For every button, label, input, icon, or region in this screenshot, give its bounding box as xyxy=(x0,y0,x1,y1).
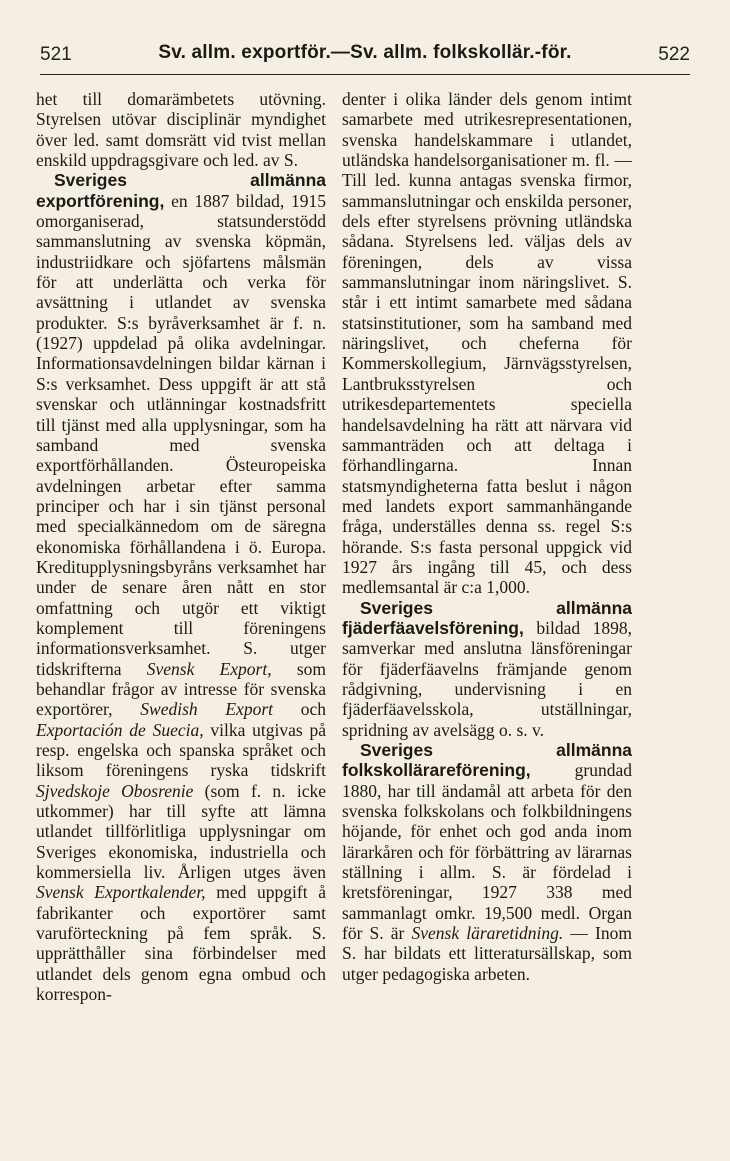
page-number-left: 521 xyxy=(40,44,72,65)
entry-text: med uppgift å fabrikanter och exportörer samt varuförteckning på fem språk. S. upprätthåller sina förbindelser med utlandet dels genom egna ombud och korrespon- xyxy=(36,882,326,1005)
left-column xyxy=(36,89,326,1004)
entry-text: en 1887 bildad, 1915 omorganiserad, statsunderstödd sammanslutning av svenska köpmän, industriidkare och sjöfartens målsmän för att underlätta och verka för avsättning i utlandet av svenska produkter. S:s byråverksamhet är f. n. (1927) uppdelad på olika avdelningar. Informationsavdelningen bildar kärnan i S:s verksamhet. Dess uppgift är att stå svenskar och utlänningar kostnadsfritt till tjänst med alla upplysningar, som ha samband med svenska exportförhållanden. Östeuropeiska avdelningen arbetar efter samma principer och har i sin tjänst personal med specialkännedom om de säregna ekonomiska förhållandena i ö. Europa. Kreditupplysningsbyråns verksamhet har under de senare åren nått en stor omfattning och utgör ett viktigt komplement till föreningens informationsverksamhet. S. utger tidskrifterna xyxy=(36,190,326,679)
entry-text: som behandlar frågor av intresse för svenska exportörer, xyxy=(36,658,326,720)
continued-paragraph: het till domarämbetets utövning. Styrelsen utövar disciplinär myndighet över led. samt domsrätt vid tvist mellan enskild uppdragsgivare och led. av S. xyxy=(36,89,326,171)
continued-paragraph: denter i olika länder dels genom intimt samarbete med utrikesrepresentationen, svenska handelskammare i utlandet, utländska handelsorganisationer m. fl. — Till led. kunna antagas svenska firmor, sammanslutningar och enskilda personer, dels efter styrelsens prövning utländska sådana. Styrelsens led. väljas dels av föreningen, dels av vissa sammanslutningar inom näringslivet. S. står i ett intimt samarbete med sådana statsinstitutioner, som ha samband med näringslivet, och cheferna för Kommerskollegium, Järnvägsstyrelsen, Lantbruksstyrelsen och utrikesdepartementets speciella handelsavdelning ha rätt att närvara vid sammanträden och att deltaga i förhandlingarna. Innan statsmyndigheterna fatta beslut i någon med landets export sammanhängande fråga, underställes denna ss. regel S:s hörande. S:s fasta personal uppgick vid 1927 års ingång till 45, och dess medlemsantal är c:a 1,000. xyxy=(342,89,632,598)
entry-text: grundad 1880, har till ändamål att arbeta för den svenska folkskolans och folkbildningens höjande, för enhet och god anda inom lärarkåren och för förbättring av lärarnas ställning i allm. S. är fördelad i kretsföreningar, 1927 338 med sammanlagt omkr. 19,500 medl. Organ för S. är xyxy=(342,760,632,944)
periodical-title: Swedish Export xyxy=(140,699,273,720)
entry-heading: Sveriges allmänna exportförening, xyxy=(36,170,326,211)
right-column xyxy=(342,89,632,984)
periodical-title: Svensk Exportkalender, xyxy=(36,882,206,903)
running-title: Sv. allm. exportför.—Sv. allm. folkskollär.-för. xyxy=(158,42,572,63)
entry-heading: Sveriges allmänna folkskollärareförening, xyxy=(342,740,632,781)
periodical-title: Exportación de Suecia, xyxy=(36,719,204,740)
entry-fjaderfaavelsforening xyxy=(342,598,632,740)
periodical-title: Sjvedskoje Obosrenie xyxy=(36,780,194,801)
periodical-title: Svensk Export, xyxy=(146,658,272,679)
entry-folkskollarareforening xyxy=(342,740,632,984)
entry-text: bildad 1898, samverkar med anslutna länsföreningar för fjäderfäavelns främjande genom rådgivning, undervisning i en fjäderfäavelsskola, utställningar, spridning av avelsägg o. s. v. xyxy=(342,617,632,740)
page-number-right: 522 xyxy=(658,44,690,65)
entry-text: vilka utgivas på resp. engelska och spanska språket och liksom föreningens ryska tidskrift xyxy=(36,719,326,781)
entry-exportforening xyxy=(36,170,326,1004)
entry-text: och xyxy=(273,699,326,720)
running-header xyxy=(40,40,690,75)
periodical-title: Svensk läraretidning. xyxy=(411,923,564,944)
entry-text: — Inom S. har bildats ett litteratursällskap, som utger pedagogiska arbeten. xyxy=(342,923,632,984)
entry-text: (som f. n. icke utkommer) har till syfte att lämna utlandet tillförlitliga upplysningar om Sveriges ekonomiska, industriella och kommersiella liv. Årligen utges även xyxy=(36,780,326,883)
entry-heading: Sveriges allmänna fjäderfäavelsförening, xyxy=(342,597,632,638)
